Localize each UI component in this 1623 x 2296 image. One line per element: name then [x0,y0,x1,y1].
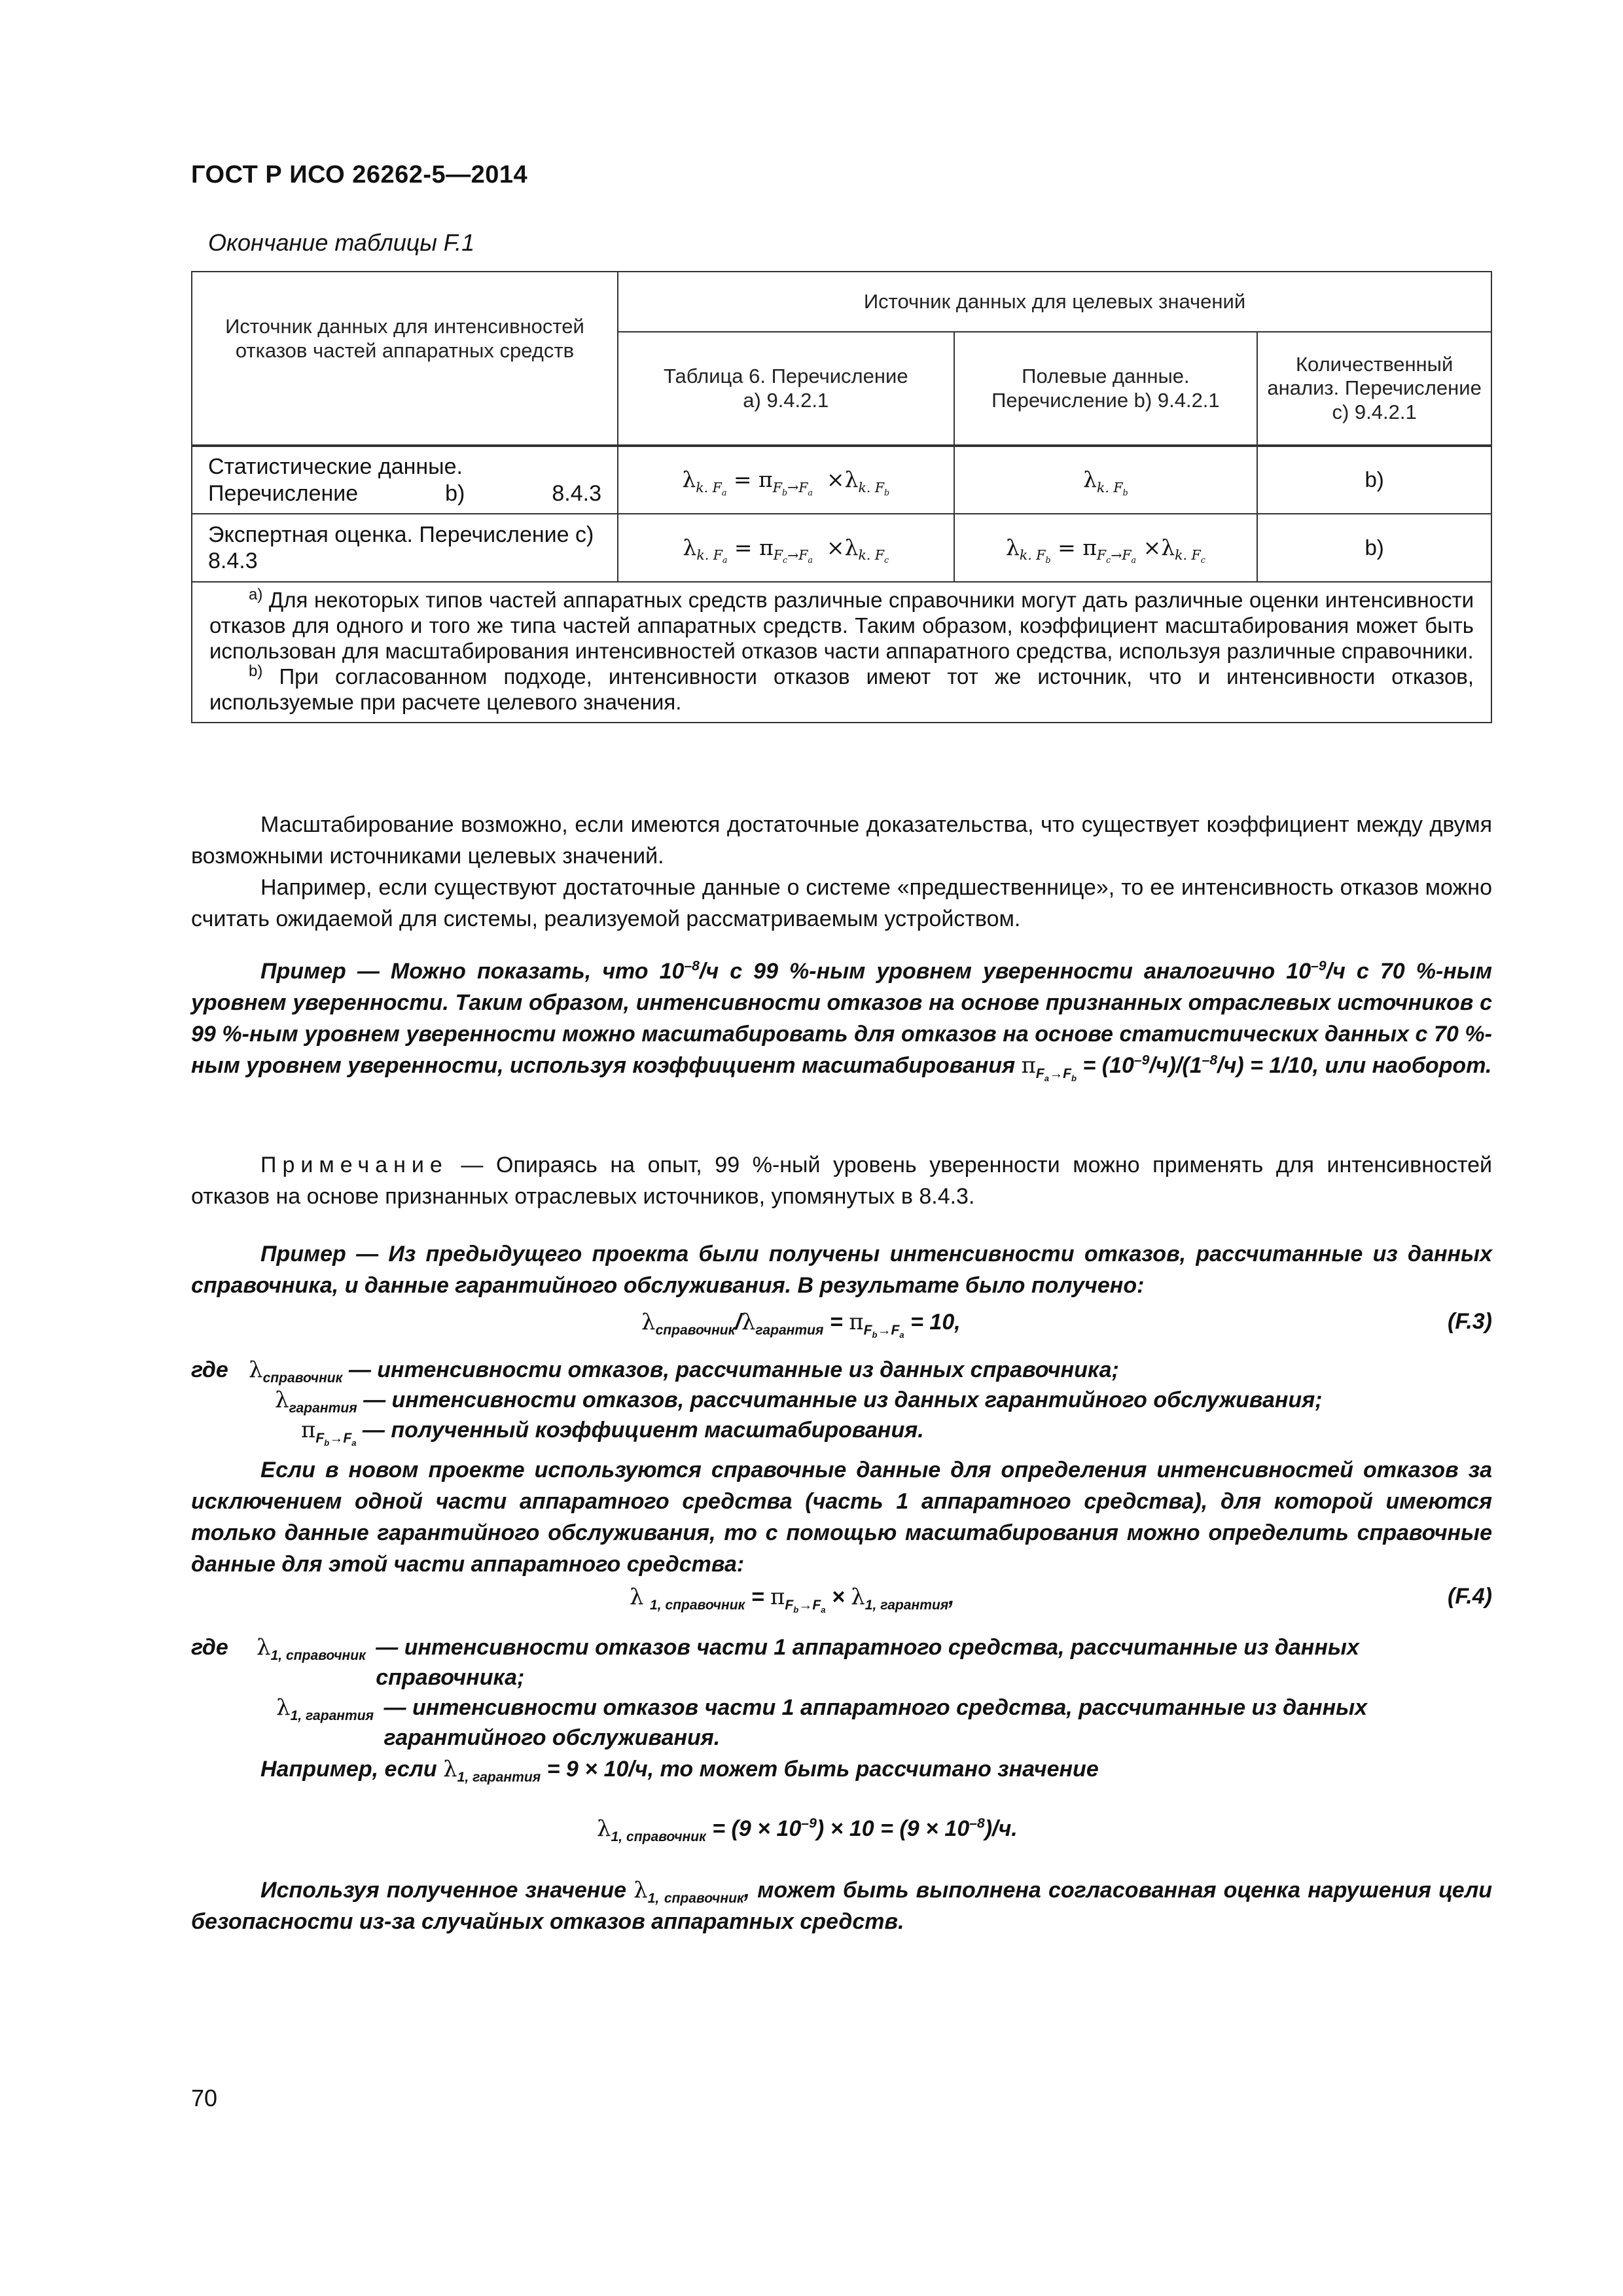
equation-result: $\lambda_{1, справочник} = (9 \times 10^{-9}) \times 10 = (9 \times 10^{-8})/ч$. [597,1816,1018,1844]
note-paragraph [191,1149,1492,1212]
formula-cell: $\lambda_{k. F_b}$ [954,446,1258,514]
equation-f4: λ $_{1, справочник} = \pi_{F_b\to F_a} \times \lambda_{1, гарантия}$, [630,1584,955,1615]
row-label-expert: Экспертная оценка. Перечисление с) 8.4.3 [192,514,618,582]
paragraph-conclusion [191,1874,1492,1937]
where-item-5: $\lambda_{1, гарантия}$ — интенсивности отказов части 1 аппаратного средства, рассчитанные из данных гарантийного обслуживания. [276,1695,1368,1750]
table-row [192,446,1491,514]
formula-cell: $\lambda_{k. F_a} = \pi_{F_b\to F_a} \times\lambda_{k. F_b}$ [618,446,954,514]
footnote-a: Для некоторых типов частей аппаратных средств различные справочники могут дать различные оценки интенсивности отказов для одного и того же типа частей аппаратных средств. Таким образом, коэффициент масштабирования может быть использован для масштабирования интенсивностей отказов части аппаратного средства, используя различные справочники. [209,588,1474,663]
page-number: 70 [191,2085,218,2111]
col-header-1: Таблица 6. Перечисление а) 9.4.2.1 [618,332,954,446]
note-label: Примечание [260,1153,448,1177]
formula-cell: $\lambda_{k. F_a} = \pi_{F_c\to F_a} \times\lambda_{k. F_c}$ [618,514,954,582]
where-label: где [191,1357,228,1382]
example-1-text: Пример — Можно показать, что $10^{-8}/ч$ с 99 %-ным уровнем уверенности аналогично $10^{-9}/ч$ с 70 %-ным уровнем уверенности. Таким образом, интенсивности отказов на основе признанных отраслевых источников с 99 %-ным уровнем уверенности можно масштабировать для отказов на основе статистических данных с 70 %-ным уровнем уверенности, используя коэффициент масштабирования $\pi_{F_a\to F_b} = (10^{-9}/ч)/(1^{-8}/ч) = 1/10$, или наоборот. [191,958,1492,1083]
table-footnotes [192,582,1491,723]
footnote-b: При согласованном подходе, интенсивности отказов имеют тот же источник, что и интенсивности отказов, используемые при расчете целевого значения. [209,664,1474,714]
body-paragraph [191,809,1492,935]
col-header-3: Количественный анализ. Перечисление с) 9.4.2.1 [1257,332,1491,446]
note-text: Примечание — Опираясь на опыт, 99 %-ный уровень уверенности можно применять для интенсивностей отказов на основе признанных отраслевых источников, упомянутых в 8.4.3. [191,1153,1492,1209]
example-2 [191,1238,1492,1301]
paragraph-new-project-text: Если в новом проекте используются справочные данные для определения интенсивностей отказов за исключением одной части аппаратного средства (часть 1 аппаратного средства), для которой имеются только данные гарантийного обслуживания, то с помощью масштабирования можно определить справочные данные для этой части аппаратного средства: [191,1458,1492,1577]
table-caption: Окончание таблицы F.1 [208,229,475,256]
where-label: где [191,1635,228,1660]
paragraph-new-project [191,1454,1492,1580]
where-item-4: $\lambda_{1, справочник}$ — интенсивности отказов части 1 аппаратного средства, рассчитанные из данных справочника; [257,1634,1359,1690]
example-1-head: Пример — Можно показать, что 10 [260,959,685,984]
where-item-3: $\pi_{F_b\to F_a}$ — полученный коэффициент масштабирования. [301,1417,924,1448]
formula-cell: $\lambda_{k. F_b} = \pi_{F_c\to F_a} \times\lambda_{k. F_c}$ [954,514,1258,582]
table-row [192,514,1491,582]
equation-number: (F.3) [1448,1309,1492,1334]
data-source-table [191,271,1492,723]
document-header: ГОСТ Р ИСО 26262-5—2014 [191,161,528,188]
where-item-1: $\lambda_{справочник}$ — интенсивности отказов, рассчитанные из данных справочника; [249,1357,1119,1386]
example-2-text: Пример — Из предыдущего проекта были получены интенсивности отказов, рассчитанные из данных справочника, и данные гарантийного обслуживания. В результате было получено: [191,1242,1492,1298]
col-header-2: Полевые данные. Перечисление b) 9.4.2.1 [954,332,1258,446]
left-header-cell: Источник данных для интенсивностей отказов частей аппаратных средств [192,272,618,446]
equation-number: (F.4) [1448,1584,1492,1609]
paragraph-example: Например, если существуют достаточные данные о системе «предшественнице», то ее интенсивность отказов можно считать ожидаемой для системы, реализуемой рассматриваемым устройством. [191,875,1492,931]
paragraph-for-example: Например, если $\lambda_{1, гарантия} = 9 \times 10/ч$, то может быть рассчитано значение [260,1756,1099,1785]
footnote-mark: b) [249,662,263,680]
where-item-2: $\lambda_{гарантия}$ — интенсивности отказов, рассчитанные из данных гарантийного обслуживания; [275,1387,1323,1416]
footnote-mark: а) [249,586,263,603]
result-cell: b) [1257,514,1491,582]
paragraph-scaling: Масштабирование возможно, если имеются достаточные доказательства, что существует коэффициент между двумя возможными источниками целевых значений. [191,812,1492,869]
example-1 [191,956,1492,1081]
result-cell: b) [1257,446,1491,514]
row-label-statistical: Статистические данные. Перечисление b) 8.4.3 [192,446,618,514]
equation-f3: $\lambda_{справочник}/\lambda_{гарантия} = \pi_{F_b\to F_a} = 10$, [641,1309,961,1340]
group-header-cell: Источник данных для целевых значений [618,272,1491,332]
paragraph-conclusion-text: Используя полученное значение $\lambda_{1, справочник}$, может быть выполнена согласованная оценка нарушения цели безопасности из-за случайных отказов аппаратных средств. [191,1877,1492,1934]
